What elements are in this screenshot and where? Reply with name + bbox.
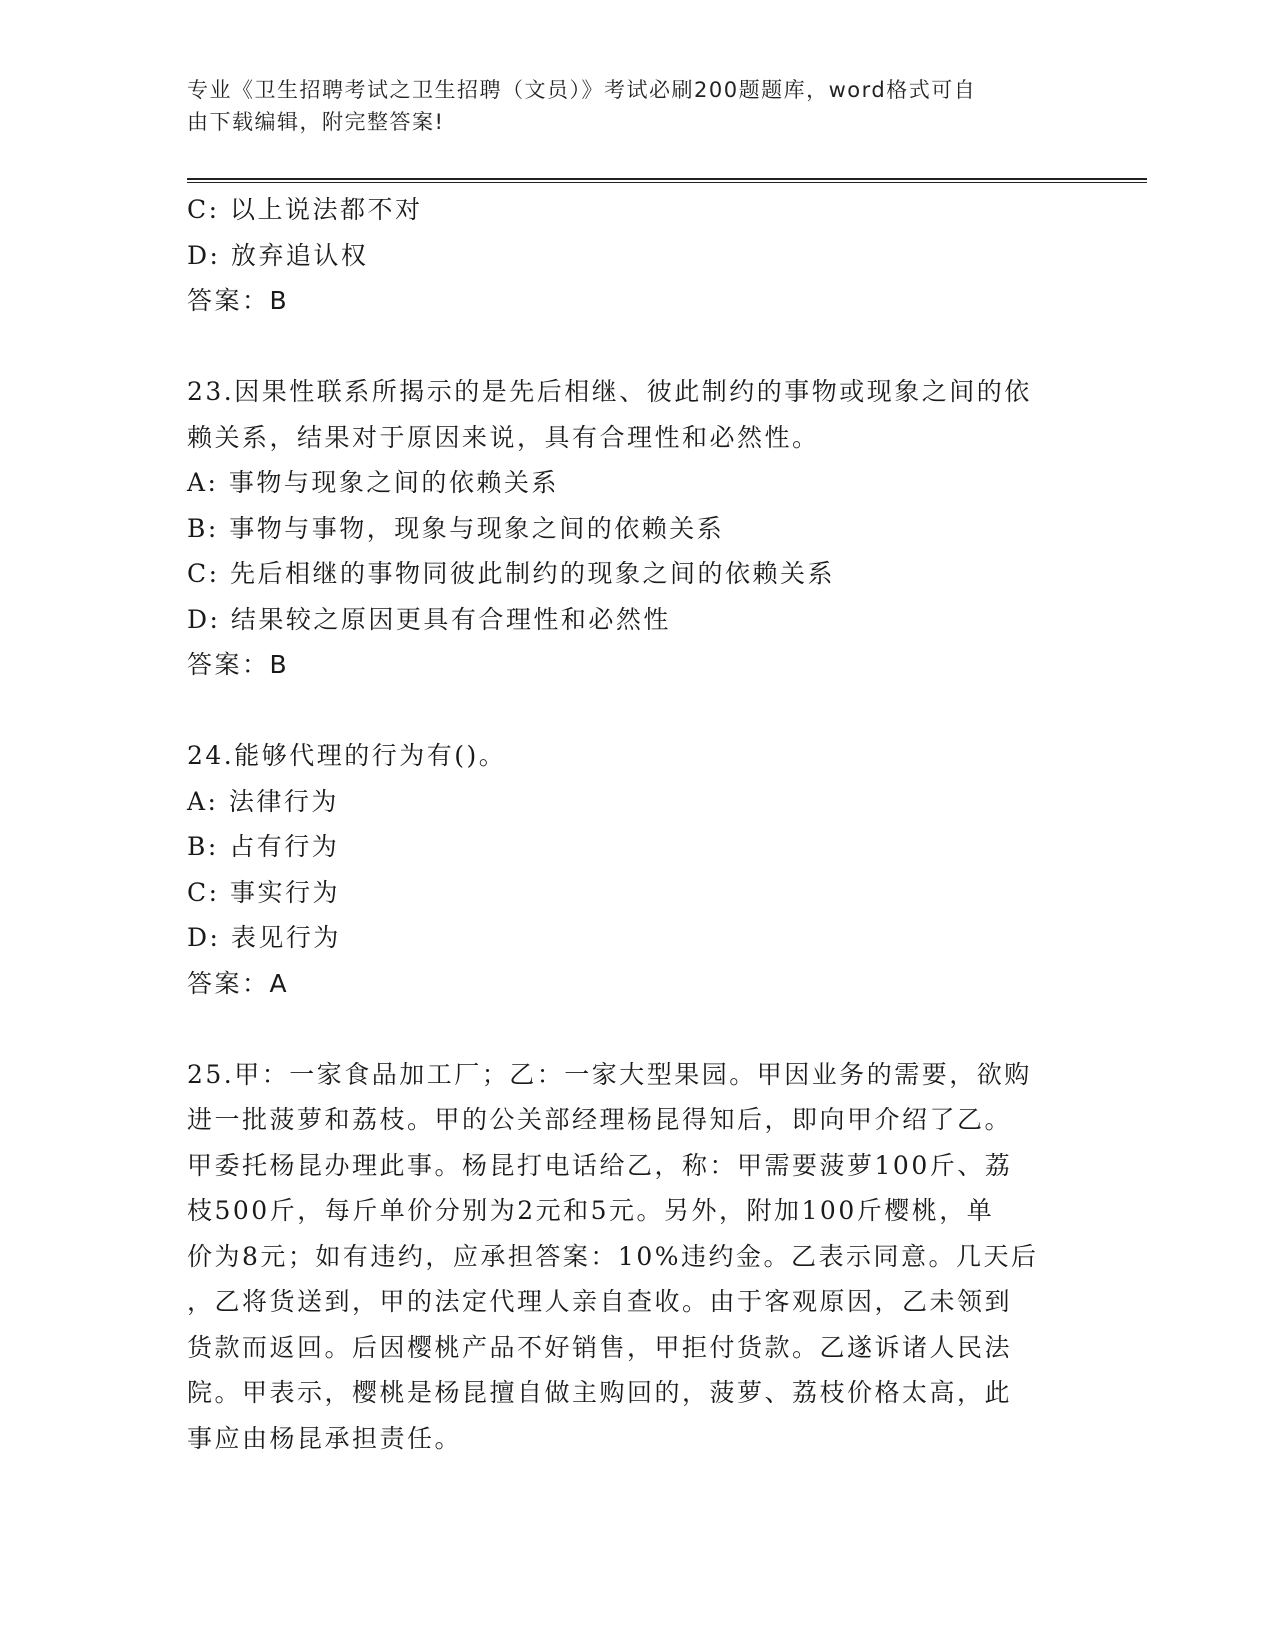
question-25 <box>187 1052 1067 1462</box>
question-24 <box>187 733 1067 1006</box>
question-22-tail <box>187 187 1067 324</box>
option-c: C: 事实行为 <box>187 877 340 907</box>
answer-line: 答案：B <box>187 650 290 679</box>
header-divider <box>187 178 1147 183</box>
question-stem-line: 23.因果性联系所揭示的是先后相继、彼此制约的事物或现象之间的依 <box>187 377 1032 406</box>
option-b: B: 占有行为 <box>187 832 340 861</box>
page-header <box>187 74 1067 138</box>
question-content <box>187 187 1067 1461</box>
option-d: D: 放弃追认权 <box>187 240 369 270</box>
question-stem-line: 货款而返回。后因樱桃产品不好销售，甲拒付货款。乙遂诉诸人民法 <box>187 1332 1013 1362</box>
question-stem-line: 甲委托杨昆办理此事。杨昆打电话给乙，称：甲需要菠萝100斤、荔 <box>187 1150 1013 1180</box>
question-stem-line: 事应由杨昆承担责任。 <box>187 1423 463 1453</box>
option-d: D: 表见行为 <box>187 923 341 952</box>
question-stem-line: 院。甲表示，樱桃是杨昆擅自做主购回的，菠萝、荔枝价格太高，此 <box>187 1378 1013 1407</box>
question-stem-line: 价为8元；如有违约，应承担答案：10%违约金。乙表示同意。几天后 <box>187 1241 1039 1271</box>
question-23 <box>187 369 1067 688</box>
option-c: C: 先后相继的事物同彼此制约的现象之间的依赖关系 <box>187 559 836 588</box>
option-c: C: 以上说法都不对 <box>187 195 423 224</box>
question-stem-line: 赖关系，结果对于原因来说，具有合理性和必然性。 <box>187 422 820 452</box>
answer-line: 答案：B <box>187 286 290 315</box>
option-b: B: 事物与事物，现象与现象之间的依赖关系 <box>187 513 725 543</box>
option-a: A: 事物与现象之间的依赖关系 <box>187 468 559 497</box>
header-line-2: 由下载编辑，附完整答案! <box>187 110 445 134</box>
option-d: D: 结果较之原因更具有合理性和必然性 <box>187 604 671 634</box>
question-stem-line: 进一批菠萝和荔枝。甲的公关部经理杨昆得知后，即向甲介绍了乙。 <box>187 1105 1013 1134</box>
question-stem-line: ，乙将货送到，甲的法定代理人亲自查收。由于客观原因，乙未领到 <box>187 1287 1013 1316</box>
option-a: A: 法律行为 <box>187 786 339 816</box>
question-stem-line: 枝500斤，每斤单价分别为2元和5元。另外，附加100斤樱桃，单 <box>187 1196 995 1225</box>
question-stem-line: 25.甲：一家食品加工厂；乙：一家大型果园。甲因业务的需要，欲购 <box>187 1059 1032 1089</box>
question-stem-line: 24.能够代理的行为有()。 <box>187 741 507 770</box>
header-line-1: 专业《卫生招聘考试之卫生招聘（文员）》考试必刷200题题库，word格式可自 <box>187 78 977 102</box>
answer-line: 答案：A <box>187 968 290 998</box>
